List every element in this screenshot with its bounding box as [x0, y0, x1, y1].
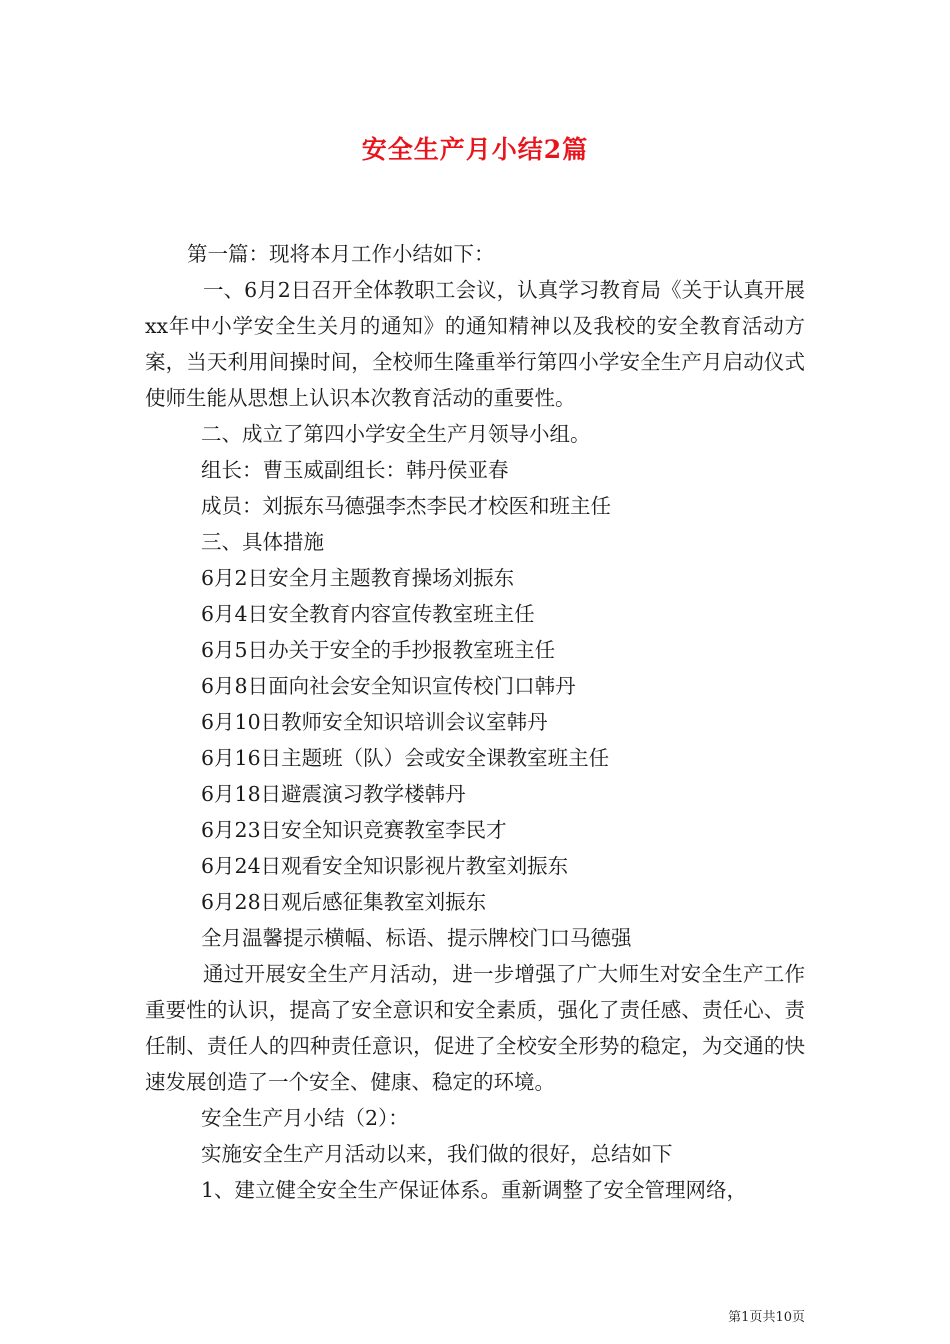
paragraph-leaders: 组长：曹玉威副组长：韩丹侯亚春	[201, 458, 509, 482]
schedule-line: 6月5日办关于安全的手抄报教室班主任	[201, 638, 556, 662]
schedule-line: 6月4日安全教育内容宣传教室班主任	[201, 602, 535, 626]
schedule-line: 6月2日安全月主题教育操场刘振东	[201, 566, 515, 590]
schedule-line: 6月24日观看安全知识影视片教室刘振东	[201, 854, 569, 878]
paragraph-item-2: 二、成立了第四小学安全生产月领导小组。	[201, 422, 591, 446]
document-body	[145, 236, 805, 1208]
page-footer: 第1页共10页	[728, 1310, 805, 1325]
schedule-line: 全月温馨提示横幅、标语、提示牌校门口马德强	[201, 926, 632, 950]
paragraph-item-2-1: 1、建立健全安全生产保证体系。重新调整了安全管理网络，	[201, 1178, 748, 1202]
paragraph-summary: 通过开展安全生产月活动，进一步增强了广大师生对安全生产工作重要性的认识，提高了安全意识和安全素质，强化了责任感、责任心、责任制、责任人的四种责任意识，促进了全校安全形势的稳定，为交通的快速发展创造了一个安全、健康、稳定的环境。	[145, 962, 805, 1094]
schedule-line: 6月18日避震演习教学楼韩丹	[201, 782, 466, 806]
paragraph-item-1: 一、6月2日召开全体教职工会议，认真学习教育局《关于认真开展xx年中小学安全生关月的通知》的通知精神以及我校的安全教育活动方案，当天利用间操时间，全校师生隆重举行第四小学安全生产月启动仪式使师生能从思想上认识本次教育活动的重要性。	[145, 278, 805, 410]
paragraph-members: 成员：刘振东马德强李杰李民才校医和班主任	[201, 494, 611, 518]
schedule-line: 6月10日教师安全知识培训会议室韩丹	[201, 710, 548, 734]
schedule-line: 6月23日安全知识竞赛教室李民才	[201, 818, 507, 842]
paragraph-item-3: 三、具体措施	[201, 530, 324, 554]
schedule-line: 6月16日主题班（队）会或安全课教室班主任	[201, 746, 610, 770]
paragraph-intro: 第一篇：现将本月工作小结如下：	[187, 242, 495, 266]
paragraph-intro-2: 实施安全生产月活动以来，我们做的很好，总结如下	[201, 1142, 673, 1166]
paragraph-heading-2: 安全生产月小结（2）：	[201, 1106, 409, 1130]
schedule-line: 6月28日观后感征集教室刘振东	[201, 890, 487, 914]
schedule-line: 6月8日面向社会安全知识宣传校门口韩丹	[201, 674, 576, 698]
document-title: 安全生产月小结2篇	[361, 135, 589, 164]
